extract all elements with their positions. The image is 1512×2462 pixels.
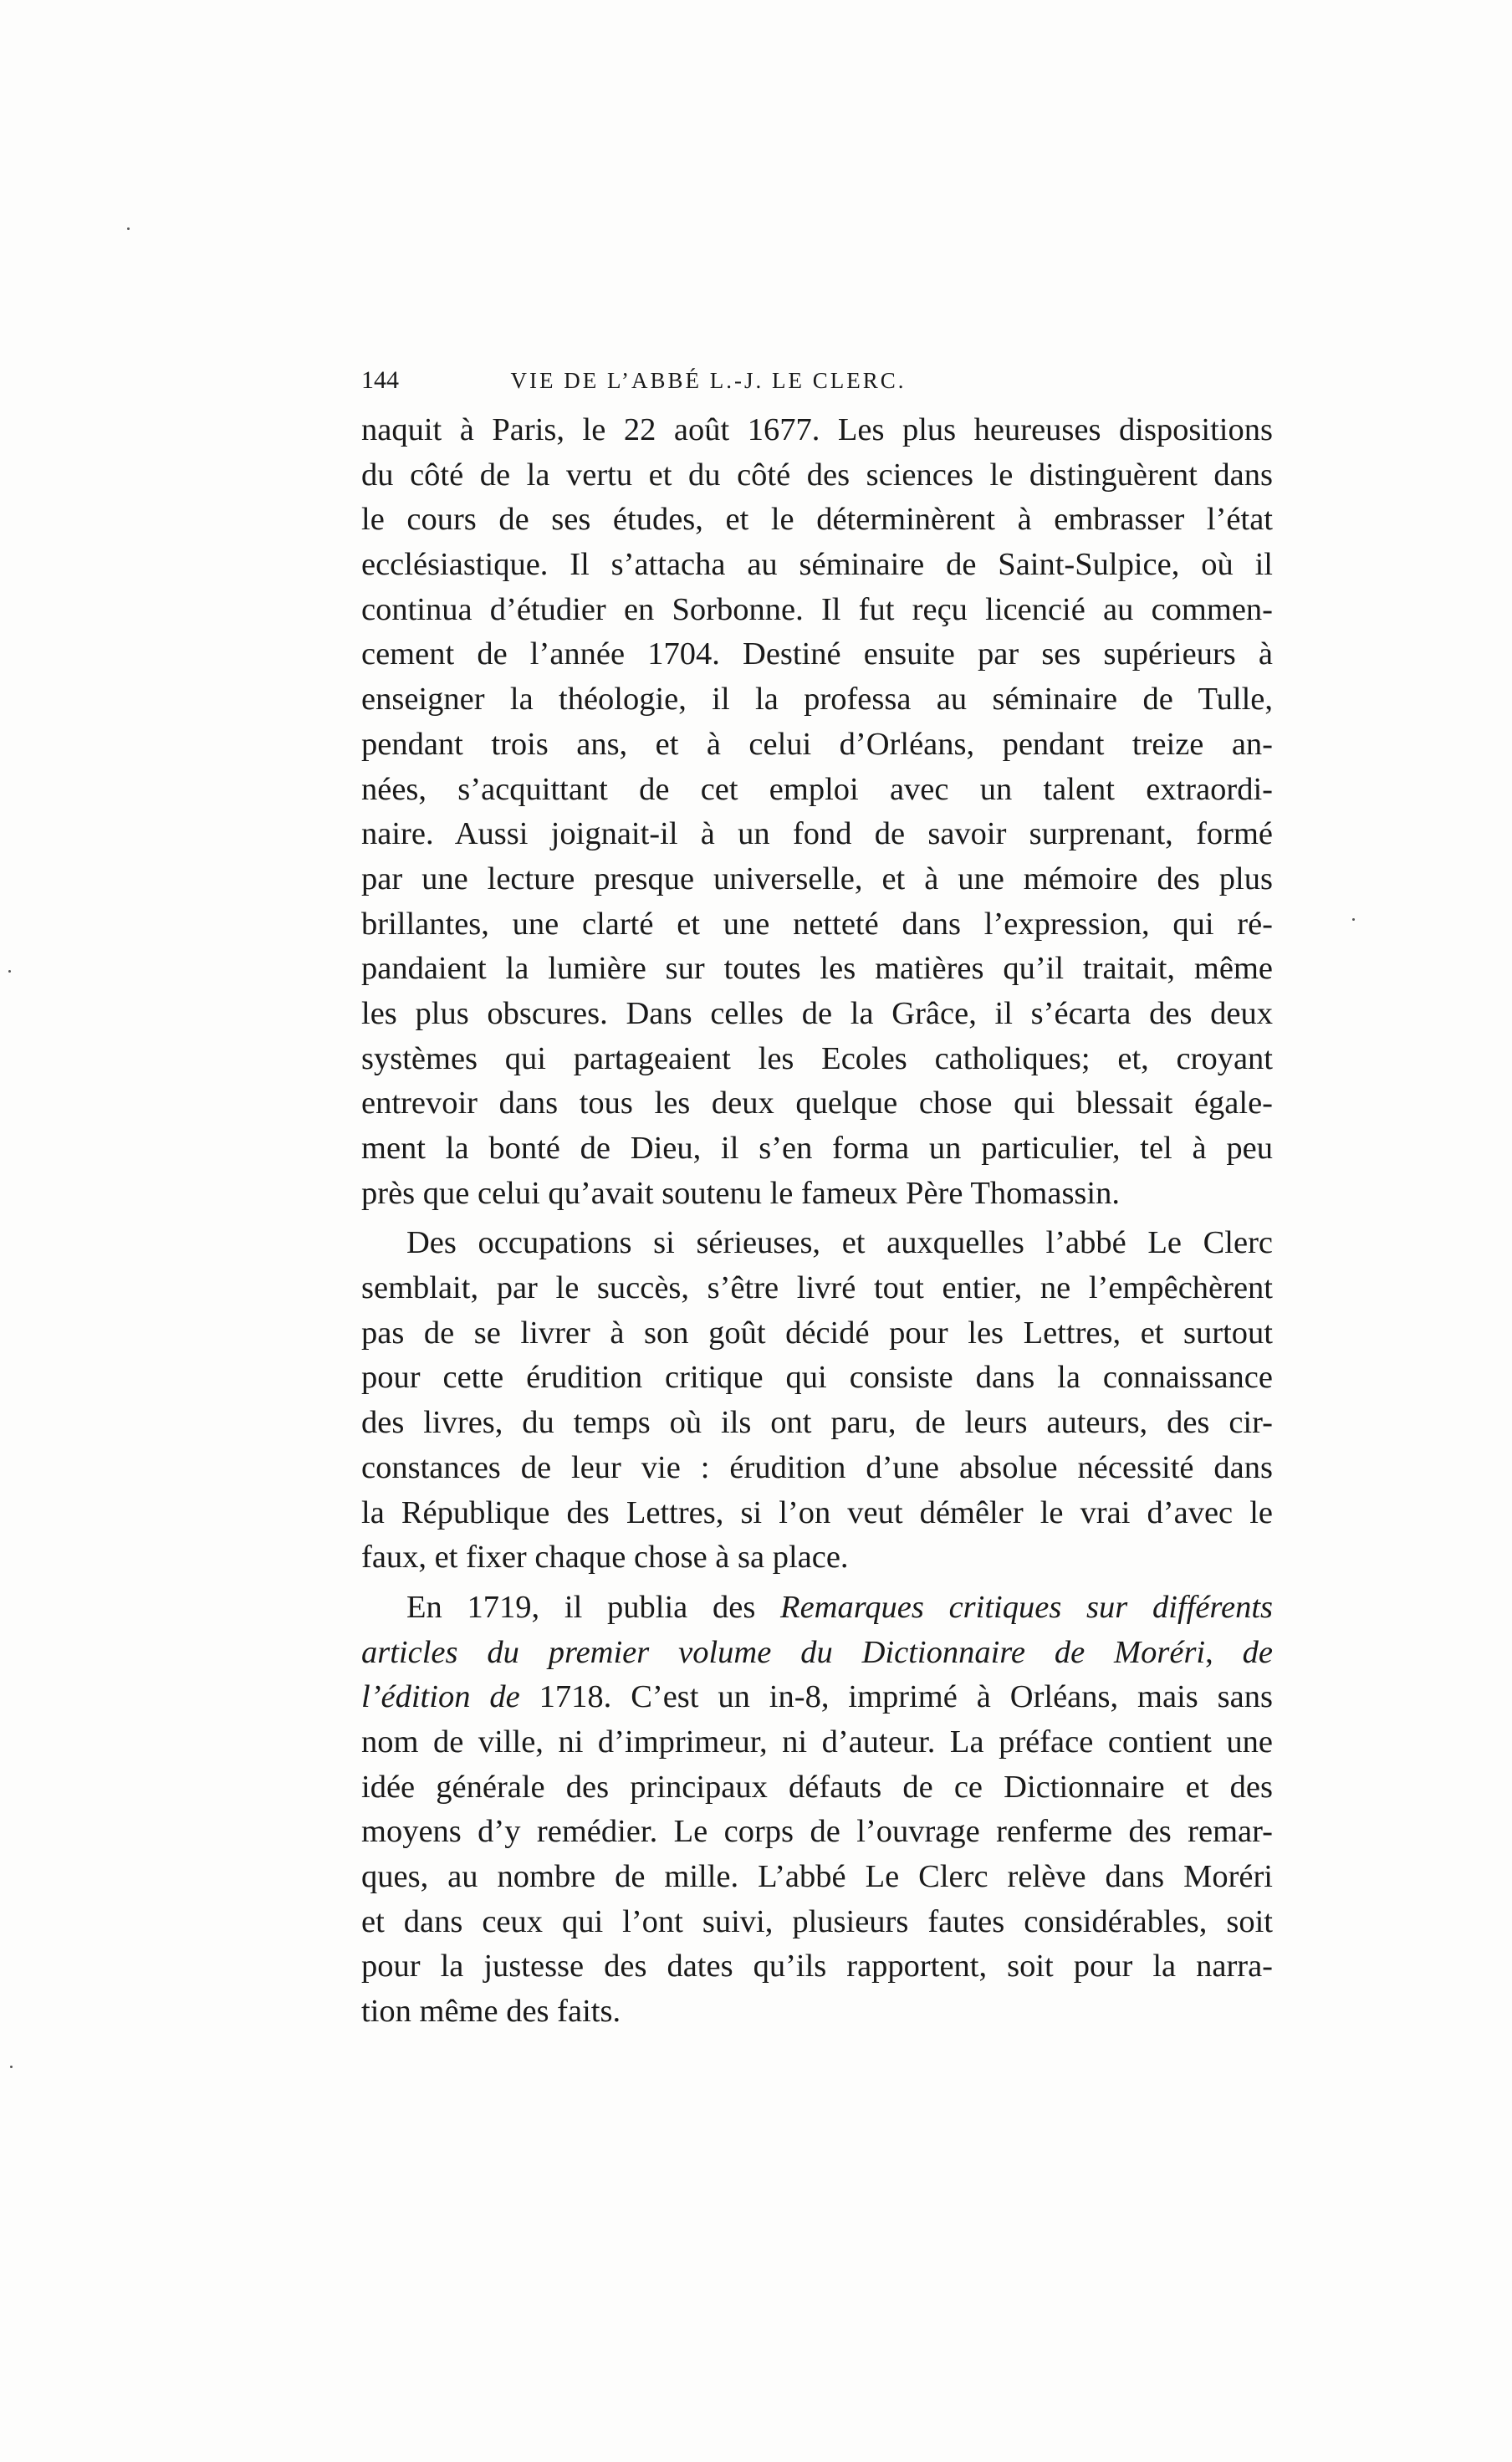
paper-speck — [10, 2066, 13, 2068]
text-line: faux, et fixer chaque chose à sa place. — [361, 1540, 849, 1576]
body-text — [361, 408, 1273, 2035]
text-line: pour cette érudition critique qui consiste dans la connaissance — [361, 1360, 1273, 1396]
text-line: ecclésiastique. Il s’attacha au séminaire de Saint-Sulpice, où il — [361, 547, 1273, 583]
italic-run: l’édition de — [361, 1679, 520, 1715]
text-line: ques, au nombre de mille. L’abbé Le Clerc relève dans Moréri — [361, 1859, 1273, 1894]
text-line — [361, 1675, 1273, 1720]
text-line: pour la justesse des dates qu’ils rapportent, soit pour la narra- — [361, 1949, 1273, 1984]
text-line: tion même des faits. — [361, 1994, 621, 2030]
text-line: des livres, du temps où ils ont paru, de leurs auteurs, des cir- — [361, 1405, 1273, 1441]
text-line: idée générale des principaux défauts de ce Dictionnaire et des — [361, 1769, 1273, 1805]
page-number: 144 — [361, 366, 399, 394]
text-line — [361, 1631, 1273, 1676]
running-title: VIE DE L’ABBÉ L.-J. LE CLERC. — [510, 368, 907, 393]
text-line: enseigner la théologie, il la professa au séminaire de Tulle, — [361, 682, 1273, 718]
text-line: et dans ceux qui l’ont suivi, plusieurs fautes considérables, soit — [361, 1903, 1273, 1939]
text-line: moyens d’y remédier. Le corps de l’ouvrage renferme des remar- — [361, 1814, 1273, 1850]
text-line: nom de ville, ni d’imprimeur, ni d’auteur. La préface contient une — [361, 1724, 1273, 1760]
paper-speck — [127, 227, 130, 230]
text-line: nées, s’acquittant de cet emploi avec un talent extraordi- — [361, 771, 1273, 807]
italic-run: de — [1242, 1634, 1273, 1670]
text-run: , — [1205, 1634, 1243, 1670]
text-line: la République des Lettres, si l’on veut démêler le vrai d’avec le — [361, 1494, 1273, 1530]
text-line: les plus obscures. Dans celles de la Grâce, il s’écarta des deux — [361, 995, 1273, 1031]
paper-speck — [8, 970, 11, 973]
text-line: constances de leur vie : érudition d’une absolue nécessité dans — [361, 1449, 1273, 1485]
text-line: près que celui qu’avait soutenu le fameux Père Thomassin. — [361, 1175, 1120, 1211]
book-title-italic: Remarques critiques sur différents — [780, 1589, 1273, 1625]
text-line: pendant trois ans, et à celui d’Orléans, pendant treize an- — [361, 726, 1273, 762]
page-header — [361, 364, 1055, 397]
text-line: le cours de ses études, et le déterminèrent à embrasser l’état — [361, 502, 1273, 538]
text-line: naquit à Paris, le 22 août 1677. Les plus heureuses dispositions — [361, 412, 1273, 447]
text-line — [361, 1586, 1273, 1631]
text-line: systèmes qui partageaient les Ecoles catholiques; et, croyant — [361, 1040, 1273, 1076]
text-line: pandaient la lumière sur toutes les matières qu’il traitait, même — [361, 951, 1273, 987]
paper-speck — [1352, 918, 1355, 921]
text-line: semblait, par le succès, s’être livré tout entier, ne l’empêchèrent — [361, 1270, 1273, 1306]
text-line: du côté de la vertu et du côté des sciences le distinguèrent dans — [361, 457, 1273, 493]
text-line: Des occupations si sérieuses, et auxquelles l’abbé Le Clerc — [406, 1225, 1273, 1261]
text-run: En 1719, il publia des — [406, 1589, 781, 1625]
text-line: entrevoir dans tous les deux quelque chose qui blessait égale- — [361, 1085, 1273, 1121]
text-line: brillantes, une clarté et une netteté dans l’expression, qui ré- — [361, 906, 1273, 942]
book-title-italic: articles du premier volume du Dictionnaire de Moréri — [361, 1634, 1206, 1670]
text-run: 1718. C’est un in-8, imprimé à Orléans, mais sans — [519, 1679, 1273, 1715]
text-line: par une lecture presque universelle, et à une mémoire des plus — [361, 861, 1273, 896]
text-line: cement de l’année 1704. Destiné ensuite par ses supérieurs à — [361, 636, 1273, 672]
text-line: continua d’étudier en Sorbonne. Il fut reçu licencié au commen- — [361, 591, 1273, 627]
text-line: naire. Aussi joignait-il à un fond de savoir surprenant, formé — [361, 816, 1273, 852]
text-line: ment la bonté de Dieu, il s’en forma un particulier, tel à peu — [361, 1131, 1273, 1166]
text-line: pas de se livrer à son goût décidé pour les Lettres, et surtout — [361, 1315, 1273, 1351]
